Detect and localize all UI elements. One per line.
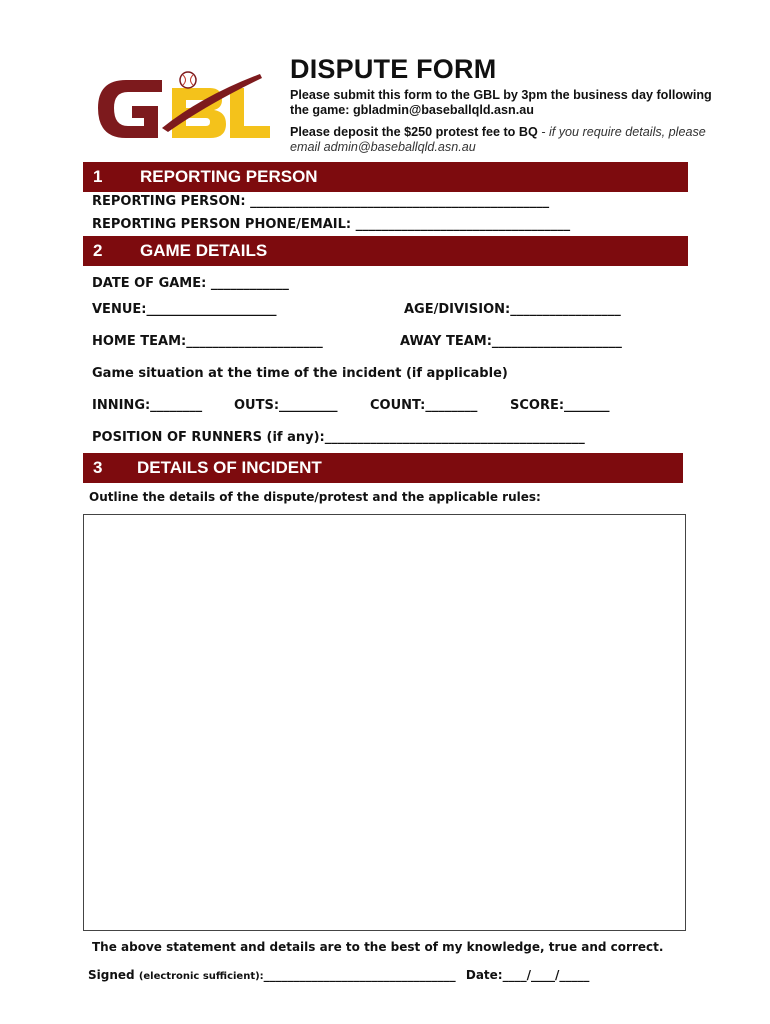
score-field[interactable]: SCORE:_______ [510, 398, 610, 413]
protest-fee-text: Please deposit the $250 protest fee to BQ [290, 125, 538, 139]
age-division-field[interactable]: AGE/DIVISION:_________________ [404, 302, 621, 317]
away-team-field[interactable]: AWAY TEAM:____________________ [400, 334, 622, 349]
section-bar-details-of-incident [83, 453, 683, 483]
logo-l-shape [230, 88, 270, 138]
home-team-field[interactable]: HOME TEAM:_____________________ [92, 334, 323, 349]
signature-row [88, 968, 589, 982]
section-label: REPORTING PERSON [140, 167, 318, 186]
gbl-logo [92, 66, 274, 148]
declaration-statement: The above statement and details are to the best of my knowledge, true and correct. [92, 940, 664, 954]
incident-prompt: Outline the details of the dispute/protest and the applicable rules: [89, 490, 541, 504]
section-bar-game-details [83, 236, 688, 266]
form-title: DISPUTE FORM [290, 54, 497, 84]
signed-note: (electronic sufficient): [138, 971, 264, 982]
protest-fee-contact: - if you require details, please email admin@baseballqld.asn.au [290, 125, 706, 154]
position-of-runners-field[interactable]: POSITION OF RUNNERS (if any):________________________________________ [92, 430, 585, 445]
reporting-person-field[interactable]: REPORTING PERSON: ______________________________________________ [92, 194, 550, 209]
date-of-game-field[interactable]: DATE OF GAME: ____________ [92, 276, 289, 291]
section-label: GAME DETAILS [140, 241, 268, 260]
incident-details-textarea[interactable] [83, 514, 686, 931]
section-number: 2 [93, 241, 103, 260]
game-situation-heading: Game situation at the time of the incident (if applicable) [92, 366, 508, 381]
signed-label: Signed [88, 968, 135, 982]
outs-field[interactable]: OUTS:_________ [234, 398, 338, 413]
logo-g-shape [98, 80, 162, 138]
signature-field[interactable]: ________________________________ [263, 968, 456, 982]
section-number: 3 [93, 458, 103, 477]
reporting-phone-email-field[interactable]: REPORTING PERSON PHONE/EMAIL: _________________________________ [92, 217, 571, 232]
section-bar-reporting-person [83, 162, 688, 192]
date-field[interactable]: Date:____/____/_____ [465, 968, 590, 982]
section-label: DETAILS OF INCIDENT [137, 458, 322, 477]
protest-fee-instructions [290, 125, 730, 155]
submission-instructions: Please submit this form to the GBL by 3pm the business day following the game: gbladmin@baseballqld.asn.au [290, 88, 712, 117]
section-number: 1 [93, 167, 103, 186]
venue-field[interactable]: VENUE:____________________ [92, 302, 277, 317]
inning-field[interactable]: INNING:________ [92, 398, 203, 413]
logo-baseball [180, 72, 196, 88]
count-field[interactable]: COUNT:________ [370, 398, 478, 413]
